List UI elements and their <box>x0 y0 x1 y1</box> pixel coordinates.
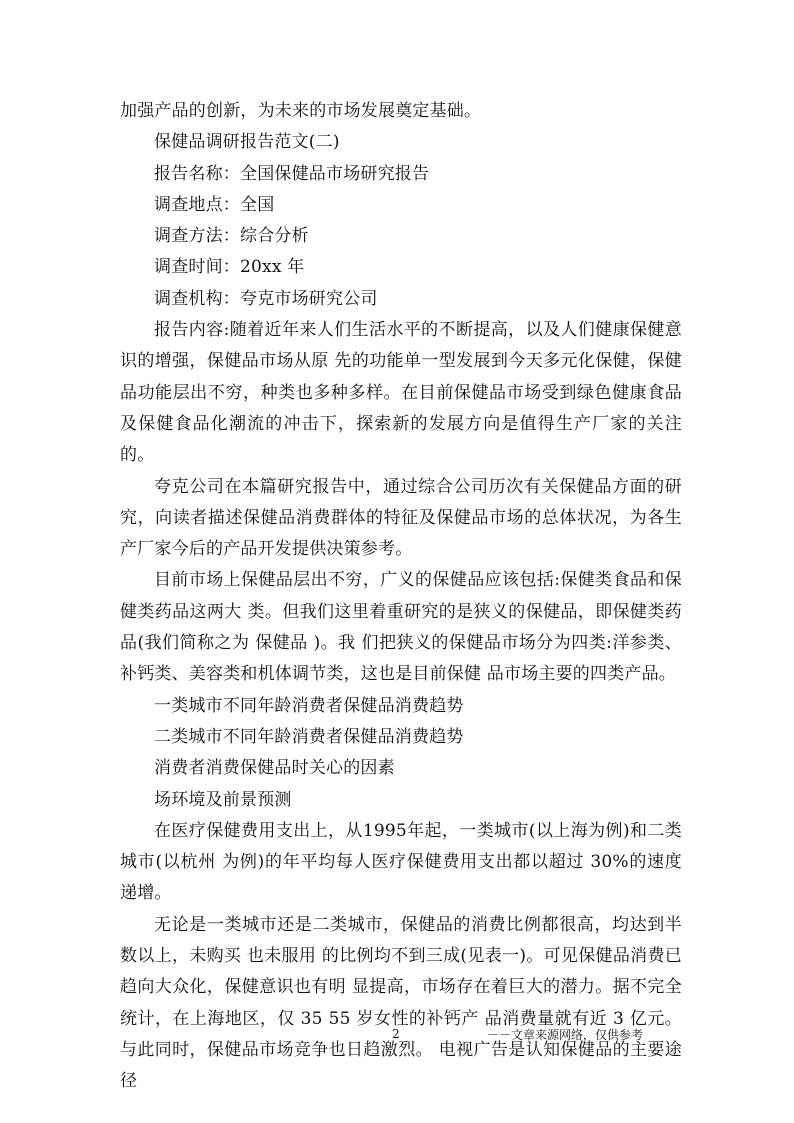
subheading: 二类城市不同年龄消费者保健品消费趋势 <box>154 726 464 747</box>
survey-location-line: 调查地点：全国 <box>154 194 275 215</box>
subheading: 场环境及前景预测 <box>154 789 292 810</box>
paragraph: 目前市场上保健品层出不穷，广义的保健品应该包括:保健类食品和保健类药品这两大 类。但我们这里着重研究的是狭义的保健品，即保健类药品(我们简称之为 保健品 )。我 们把狭义的保健品市场分为四类:洋参类、补钙类、美容类和机体调节类，这也是目前保健 品市场主要的四类产品。 <box>120 570 682 685</box>
paragraph: 加强产品的创新，为未来的市场发展奠定基础。 <box>120 101 482 121</box>
paragraph: 报告内容:随着近年来人们生活水平的不断提高，以及人们健康保健意识的增强，保健品市场从原 先的功能单一型发展到今天多元化保健，保健品功能层出不穷，种类也多种多样。在目前保健品市场受到绿色健康食品及保健食品化潮流的冲击下，探索新的发展方向是值得生产厂家的关注的。 <box>120 320 682 466</box>
source-note: －－文章来源网络，仅供参考 <box>487 1028 644 1042</box>
survey-agency-line: 调查机构：夸克市场研究公司 <box>154 288 378 309</box>
paragraph: 在医疗保健费用支出上，从1995年起，一类城市(以上海为例)和二类城市(以杭州 为例)的年平均每人医疗保健费用支出都以超过 30%的速度递增。 <box>120 820 682 904</box>
survey-time-line: 调查时间：20xx 年 <box>154 257 305 278</box>
page-number: 2 <box>392 1027 400 1041</box>
paragraph: 夸克公司在本篇研究报告中，通过综合公司历次有关保健品方面的研究，向读者描述保健品消费群体的特征及保健品市场的总体状况，为各生产厂家今后的产品开发提供决策参考。 <box>120 476 682 560</box>
survey-method-line: 调查方法：综合分析 <box>154 226 309 247</box>
section-title: 保健品调研报告范文(二) <box>154 132 340 153</box>
subheading: 一类城市不同年龄消费者保健品消费趋势 <box>154 695 464 716</box>
report-name-line: 报告名称：全国保健品市场研究报告 <box>154 163 430 184</box>
paragraph: 无论是一类城市还是二类城市，保健品的消费比例都很高，均达到半数以上，未购买 也未服用 的比例均不到三成(见表一)。可见保健品消费已趋向大众化，保健意识也有明 显提高，市场存在着巨大的潜力。据不完全统计，在上海地区，仅 35 55 岁女性的补钙产 品消费量就有近 3 亿元。与此同时，保健品市场竞争也日趋激烈。 电视广告是认知保健品的主要途径 <box>120 914 682 1092</box>
subheading: 消费者消费保健品时关心的因素 <box>154 758 395 779</box>
document-body <box>120 96 682 1098</box>
